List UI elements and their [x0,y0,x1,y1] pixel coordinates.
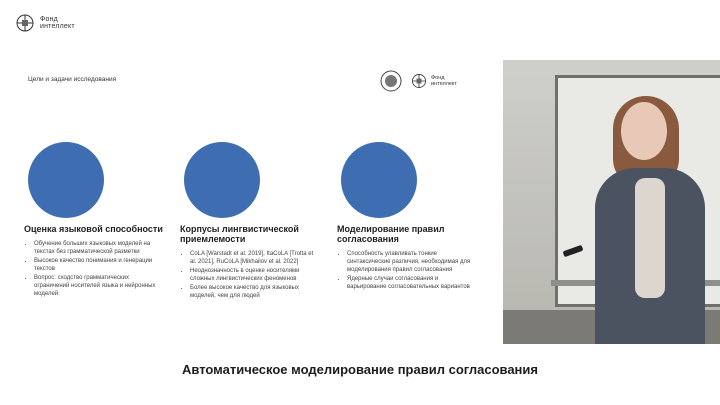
slide-brand-logo [410,72,457,90]
brand-line-1: Фонд [40,16,58,23]
bullet-item: • Более высокое качество для языковых моделей, чем для людей [190,284,320,300]
slide-logos [380,70,457,92]
column-bullets [180,250,320,300]
column-bullets [337,250,477,291]
bullet-item: • Неоднозначность в оценке носителями сложных лингвистических феноменов [190,267,320,283]
bullet-item: • Обучение больших языковых моделей на текстах без грамматической разметки [34,240,164,256]
column-title: Оценка языковой способности [24,224,163,234]
bullet-item: • Вопрос: сходство грамматических ограничений носителей языка и нейронных моделей [34,274,164,298]
presentation-slide [0,60,503,344]
bullet-item: • Высокое качество понимания и генерации текстов [34,257,164,273]
video-caption: Автоматическое моделирование правил согласования [181,362,538,377]
foundation-emblem-icon [410,72,428,90]
bullet-item: • Способность улавливать тонкие синтаксические различия, необходимая для моделирования правил согласования [347,250,477,274]
brand-text [40,16,75,30]
slide-brand-text [431,75,457,87]
column-bullets [24,240,164,298]
column-circle-icon [341,142,417,218]
foundation-emblem-icon [14,12,36,34]
bullet-item: • CoLA [Warstadt et al. 2019], ItaCoLA [Trotta et al. 2021], RuCoLA [Mikhailov et al. 2022] [190,250,320,266]
slide-brand-line-1: Фонд [431,75,445,81]
bullet-item: • Ядерные случаи согласования и варьирование согласовательных вариантов [347,275,477,291]
university-seal-icon [380,70,402,92]
brand-logo [14,12,75,34]
speaker-video [503,60,720,344]
column-acceptability-corpora [180,142,320,301]
column-language-ability [24,142,164,299]
column-circle-icon [184,142,260,218]
section-title: Цели и задачи исследования [28,76,117,83]
speaker-face [621,102,667,160]
slide-brand-line-2: интеллект [431,81,457,87]
brand-line-2: интеллект [40,23,75,30]
column-title: Корпусы лингвистической приемлемости [180,224,299,244]
column-circle-icon [28,142,104,218]
speaker-shirt [635,178,665,298]
column-agreement-modeling [337,142,477,292]
column-title: Моделирование правил согласования [337,224,445,244]
